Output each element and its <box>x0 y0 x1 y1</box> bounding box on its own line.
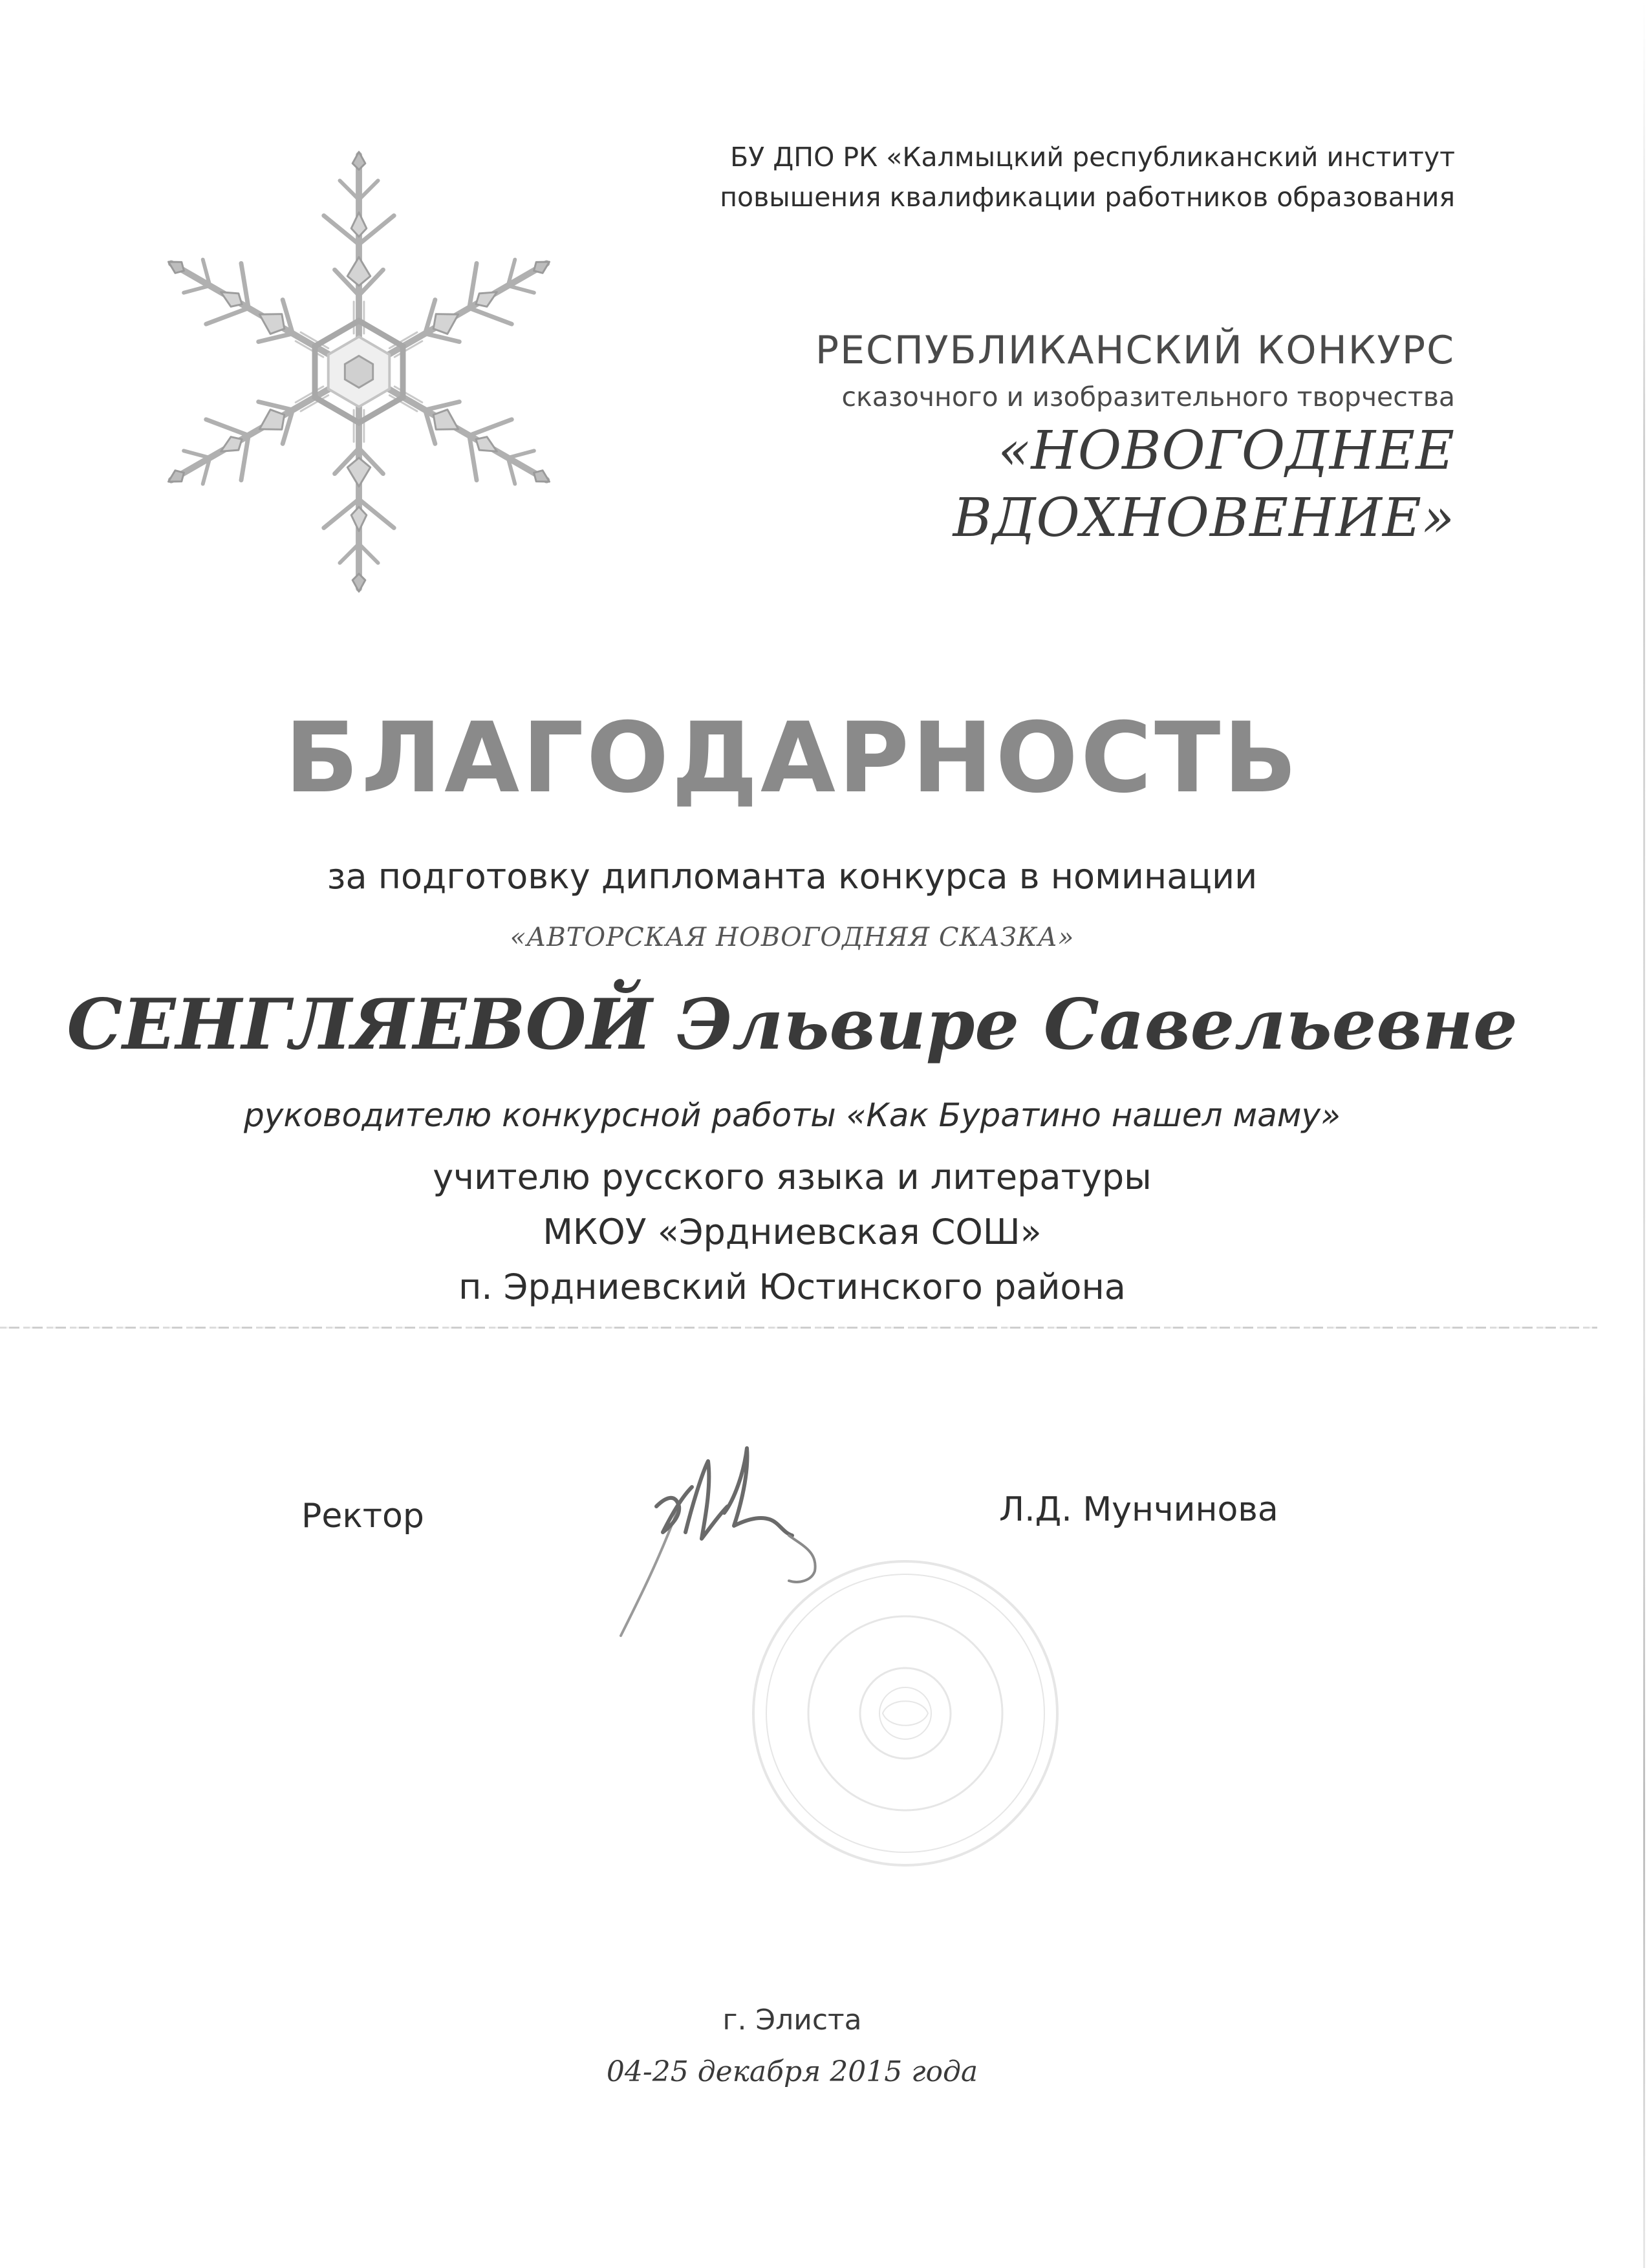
certificate-title: БЛАГОДАРНОСТЬ <box>285 702 1300 815</box>
organization-line-2: повышения квалификации работников образования <box>720 182 1455 213</box>
contest-name: «НОВОГОДНЕЕ ВДОХНОВЕНИЕ» <box>953 420 1455 549</box>
contest-block <box>550 325 1455 552</box>
recipient-locality: п. Эрдниевский Юстинского района <box>458 1267 1126 1307</box>
recipient-school: МКОУ «Эрдниевская СОШ» <box>543 1212 1042 1252</box>
organization-line-1: БУ ДПО РК «Калмыцкий республиканский институт <box>730 142 1455 173</box>
issue-city: г. Элиста <box>722 2004 862 2037</box>
recipient-role: руководителю конкурсной работы «Как Буратино нашел маму» <box>244 1097 1341 1134</box>
round-seal-stamp <box>744 1552 1067 1875</box>
scan-edge <box>1643 0 1645 2268</box>
contest-title: РЕСПУБЛИКАНСКИЙ КОНКУРС <box>815 328 1455 373</box>
scan-fold-line <box>0 1327 1597 1329</box>
award-reason: за подготовку дипломанта конкурса в номинации <box>327 856 1258 897</box>
organization-header <box>550 137 1455 217</box>
nomination-name: «АВТОРСКАЯ НОВОГОДНЯЯ СКАЗКА» <box>510 923 1075 952</box>
contest-subtitle: сказочного и изобразительного творчества <box>841 381 1455 412</box>
snowflake-icon <box>136 136 582 608</box>
event-dates: 04-25 декабря 2015 года <box>606 2055 978 2088</box>
signatory-name: Л.Д. Мунчинова <box>999 1490 1278 1529</box>
recipient-name: СЕНГЛЯЕВОЙ Эльвире Савельевне <box>67 984 1518 1065</box>
recipient-position: учителю русского языка и литературы <box>433 1157 1152 1197</box>
signatory-title: Ректор <box>301 1497 424 1535</box>
